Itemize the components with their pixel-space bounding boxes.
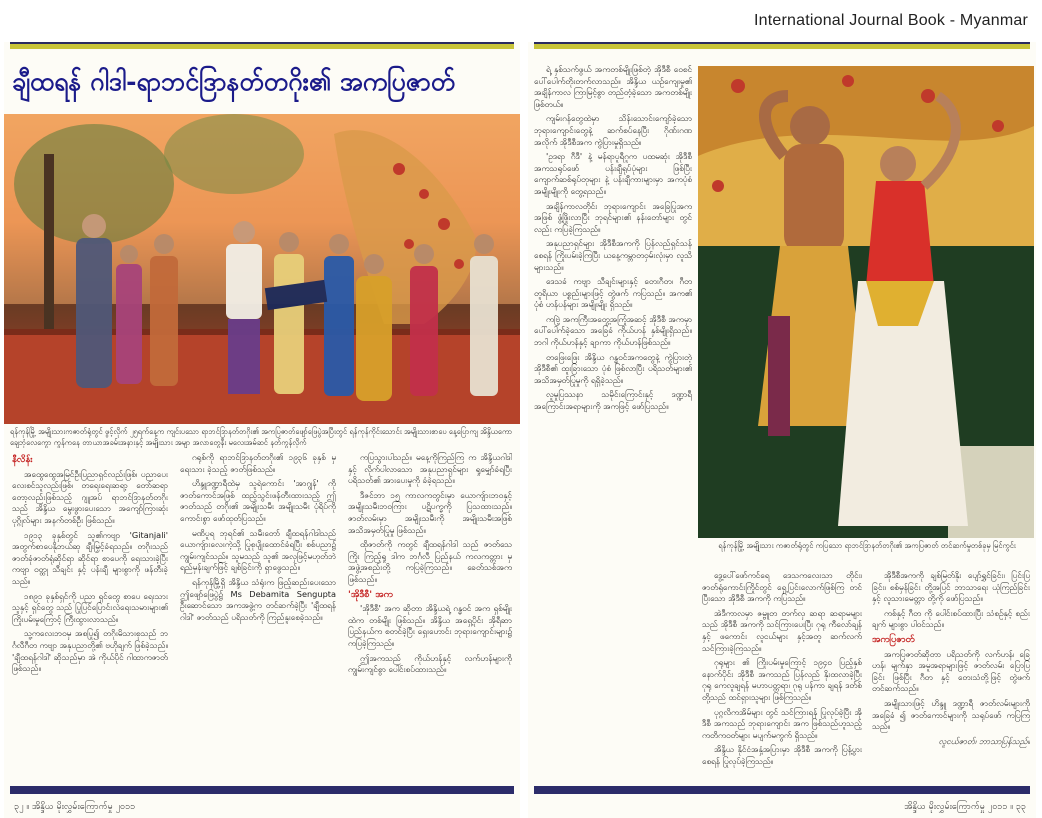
article-column-2 <box>702 570 862 794</box>
paragraph: လူမှုပြဿနာ သမိုင်းကြောင်းနှင့် ဒဏ္ဍာရီ အကြောင်းအရာများကို အကဖြင့် ဖော်ပြသည်။ <box>534 389 692 412</box>
paragraph: ကျမ်းဂန်တွေထဲမှာ သိန်းသောင်းကျော်ခဲ့သော ဘုရားကျောင်းတွေနဲ့ ဆက်စပ်နေပြီး ဂိုဏ်းဂဏ အလိုက် အိုဒီစီအက ကွဲပြားမှုရှိသည်။ <box>534 113 692 147</box>
left-page <box>4 42 520 818</box>
paragraph: ၁၈၉၁ ခုနှစ်ရှင်ကို ပညာ ရှင်တွေ စာပေ ရေးသားသူနှင့် ရှင်တွေ သည် ပြုပြင်ပြောင်းလဲရေးသမားများ၏ ကြိုးပမ်းမှုကြောင့် ကြီးထွားလာသည်။ <box>12 590 168 624</box>
right-page <box>528 42 1036 818</box>
bottom-rule <box>10 786 514 794</box>
award-ceremony-photo <box>4 114 520 424</box>
paragraph: ဤအကသည် ကိုယ်ဟန်နှင့် လက်ဟန်များကို ကျွမ်းကျင်စွာ ပေါင်းစပ်ထားသည်။ <box>348 652 512 675</box>
paragraph: အိုဒီစီအကကို ချစ်မြတ်နိုး ပျော်ရွှင်ခြင်း၊ ပြင်းပြခြင်း၊ စစ်မှန်ခြင်း တို့အပြင် ဘာသာရေး ယုံကြည်ခြင်းနှင့် လူသားမေတ္တာ တို့ကို ဖော်ပြသည်။ <box>872 570 1030 604</box>
paragraph: အမျိုးသားဖြင့် ဟိန္ဒူ ဒဏ္ဍာရီ ဇာတ်လမ်းများကို အခြေခံ ၍ ဇာတ်ကောင်များကို သရုပ်ဖော် ကပြကြသည်။ <box>872 697 1030 732</box>
paragraph: ၁၉၁၃ ခုနှစ်တွင် သူ၏ကဗျာ 'Gitanjali' အတွက်စာပေနိုဘယ်ဆု ချီးမြှင့်ခံရသည်။ တဂိုးသည်ဇာတ်ခုံဇာတ်ရုံဆိုင်ရာ ဆိုင်ရာ စာပေကို ရေးသားခဲ့ပြီး ကဗျာ ဝတ္ထု သီချင်း နှင့် ပန်းချီ များစွာကို ဖန်တီးခဲ့သည်။ <box>12 529 168 586</box>
section-heading: အကပြဇာတ် <box>872 633 915 645</box>
top-rule <box>10 42 514 49</box>
paragraph: အဲဒီကာလမှာ ဇမ္ဗူတ တက်လှ ဆရာ ဆရာမများ သည် အိုဒီစီ အကကို သင်ကြားပေးပြီး ဂုရု ကီလော်ချန်နှင့် ဖကောင်း လူငယ်များ နှင့်အတူ ဆက်လက် သင်ကြားခဲ့ကြသည်။ <box>702 607 862 653</box>
page-footer: အိန္ဒိယ မိုးလွှမ်းကြောက်မှု ၂၀၁၁ ။ ၃၃ <box>904 802 1026 812</box>
paragraph: အချိန်ကာလတိုင်း ဘုရားကျောင်း အခြေပြုအကအဖြစ် ဖွံ့ဖြိုးလာပြီး ဘုရင်များ၏ နန်းတော်များ တွင်လည်း ကပြခဲ့ကြသည်။ <box>534 200 692 234</box>
paragraph: ဒွေ့ပေါ်ဖော်ကင်ရေ ဒေသကလေးသာ တိုင်း၊ ဇာတ်ရုံကောင်းကြိုင်တွင် ရှေ့ပြင်းလောက်ဖြစ်ကြ တင်ပြီးသော အိုဒီစီ အကကို ကပြသည်။ <box>702 570 862 604</box>
page-footer: ၃၂ ။ အိန္ဒိယ မိုးလွှမ်းကြောက်မှု ၂၀၁၁ <box>14 802 136 812</box>
paragraph: ပုဂ္ဂလိကအိမ်များ တွင် သင်ကြားရန် ပြုလုပ်ခဲ့ပြီး အိုဒီစီ အကသည် ဘုရားကျောင်း အက ဖြစ်သည်ဟူသည့် ကတိကဝတ်များ မပျက်မကွက် ရှိသည်။ <box>702 706 862 740</box>
paragraph: ရန်ကုန်မြို့ရှိ အိန္ဒိယ သံရုံးက ဖြည့်ဆည်းပေးသော ဤဖျော်ဖြေပွဲ၌ Ms Debamita Sengupta ဦးဆောင်သော အကအဖွဲ့က တင်ဆက်ခဲ့ပြီး 'ချီထရန်ဂါဒါ' ဇာတ်သည် ပရိသတ်ကို ကြည်နူးစေခဲ့သည်။ <box>180 576 336 622</box>
paragraph: ဂုရုများ ၏ ကြိုးပမ်းမှုကြောင့် ၁၉၄၀ ပြည့်နှစ်နောက်ပိုင်း အိုဒီစီ အကသည် ပြန်လည် နိုးထလာခဲ့ပြီး ဂုရု ကေလူချရန် မဟာပတ္တရာ၊ ဂုရု ပန်ကာ ချရန် ဒတ်စ် တို့သည် ထင်ရှားသူများ ဖြစ်ကြသည်။ <box>702 657 862 702</box>
paragraph: မဏိပူရ ဘုရင်၏ သမီးတော် ချီထရန်ဂါဒါသည် ယောကျ်ားလေးကဲ့သို့ ပြုစုပျိုးထောင်ခံရပြီး စစ်ပညာ၌ ကျွမ်းကျင်သည်။ သူမသည် သူ၏ အလှဖြင့်မဟုတ်ဘဲ ရည်မှန်းချက်ဖြင့် ချစ်ခြင်းကို ရှာဖွေသည်။ <box>180 527 336 573</box>
photo-caption: ရန်ကုန်မြို့ အမျိုးသား ကဇာတ်ရုံတွင် ကပြသော ရာဘင်ဒြာနတ်တဂိုး၏ အကပြဇာတ် တင်ဆက်မှုတစ်ခုမှ မြင်ကွင်း <box>718 541 1016 550</box>
paragraph: ဒေသခံ ကဗျာ သီချင်းများနှင့် တေးဂီတ၊ ဂီတ တူရိယာ ပစ္စည်းများဖြင့် တွဲဖက် ကပြသည်။ အက၏ ပုံစံ ဟန်ပန်များ အမျိုးမျိုး ရှိသည်။ <box>534 276 692 310</box>
paragraph: ဂရုစ်ကို ရာဘင်ဒြာနတ်တဂိုး၏ ၁၉၃၆ ခုနှစ် မှ ရေးသား ခဲ့သည့် ဇာတ်ဖြစ်သည်။ <box>180 452 336 474</box>
article-column-3 <box>872 570 1030 794</box>
article-column-3 <box>348 452 512 782</box>
article-headline: ချီထရန် ဂါဒါ-ရာဘင်ဒြာနတ်တဂိုး၏ အကပြဇာတ် <box>12 67 456 96</box>
site-header <box>0 0 1042 42</box>
site-label: International Journal Book - Myanmar <box>754 12 1028 29</box>
paragraph: အထွေထွေအမြင်ဦးပြညာရှင်လည်းဖြစ်၊ ပညာပေးလေးစင်သူလည်းဖြစ်၊ တရေးရေးဆရာ့ တော်ဆရာတော့လည်းဖြစ်သည့် ဂျူအပ် ရာဘင်ဒြာနတ်တဂိုးသည် အိန္ဒိယ မွေးဖွားပေးသော အကျော်ကြားဆုံး ပုဂ္ဂိုလ်များ အနက်တစ်ဦး ဖြစ်သည်။ <box>12 468 168 525</box>
article-column-2 <box>180 452 336 782</box>
paragraph: 'ဥဒရာ ဂီဒီ' နဲ့ မန်ရာပူရီဂူက ပထမဆုံး အိုဒီစီ အကသရုပ်ဖော် ပန်းချီရုပ်ပုံများ ဖြစ်ပြီး ကျောက်ဆစ်ရုပ်တုများ နဲ့ ပန်းချီကားများမှာ အကပုံစံ အမျိုးမျိုးကို တွေ့ရသည်။ <box>534 151 692 196</box>
paragraph: အိန္ဒိယ နိုင်ငံအနှံ့အပြားမှာ အိုဒီစီ အကကို ပြန့်ပွားစေရန် ပြုလုပ်ခဲ့ကြသည်။ <box>702 744 862 766</box>
photo-caption: ရန်ကုန်မြို့ အမျိုးသားကဇာတ်ရုံတွင် ဖွင့်လိုက် ၂၅ရက်နေ့က ကျင်းပသော ရာဘင်ဒြာနတ်တဂိုး၏ အကပြဇာတ်ဖျော်ဖြေပွဲအပြီးတွင် ရန်ကုန်ကိုင်းသောင်း အမျိုးသားစာပေ နေ့ပြောကျ အိန္ဒိယကောချေဘုံလေကွော ကွန်ကနေ တာယာအခမ်းအနားနှင့် အမျိုးသား အမျာ အလာတွေနီး မလေးအမ်ဆင် နတ်ကွန်လိုက် <box>10 427 513 447</box>
bottom-rule <box>534 786 1030 794</box>
award-ceremony-illustration <box>4 114 520 424</box>
paragraph: ရဲ့ နှစ်သက်ဖွယ် အကတစ်မျိုးဖြစ်တဲ့ အိုဒီစီ ဝေစင် ပေါ်ပေါက်တိုးတက်လာသည်။ အိန္ဒိယ ယဉ်ကျေးမှု၏ အချိန်ကာလ ကြာမြင့်စွာ တည်တံ့ခဲ့သော အကတစ်မျိုး ဖြစ်တယ်။ <box>534 64 692 109</box>
paragraph: ထိုဇာတ်ကို ကတွင် ချီထရန်ဂါဒါ သည် ဇာတ်သေကြိုး ကြည့်ရှု ဒါက ဘင်္ဂလီ ပြည်နယ် ကလကတ္တား မှ အဖွဲ့အစည်းတို့ ကပြခဲ့ကြသည်။ ခေတ်သစ်အက ဖြစ်သည်။ <box>348 539 512 584</box>
article-column-1 <box>12 452 168 782</box>
author-byline: နီလိန်း <box>12 454 33 465</box>
paragraph: ကစ်နှင့် ဂီတ ကို ပေါင်းစပ်ထားပြီး သံစဉ်နှင့် စည်းချက် များစွာ ပါဝင်သည်။ <box>872 607 1030 630</box>
dancers-illustration <box>698 66 1034 538</box>
paragraph: ကပြသွားပါသည်။ မနေ့ကိုကြည်ကြ က အိန္ဒိယဂါဒါ နှင့် လိုက်ပါလာသော အနုပညာရှင်များ ရှုမျှော်ခံရပြီး ပရိသတ်၏ အားပေးမှုကို ခံခဲ့ရသည်။ <box>348 452 512 486</box>
paragraph: ကဗြဲ့ အကကြီးအတွေ့အကြုံအဆင့် အိုဒီစီ အကမှာ ပေါ်ပေါက်ခဲ့သော အခြေခံ ကိုယ်ဟန် နှစ်မျိုးရှိသည်။ ဘဂါ ကိုယ်ဟန်နှင့် ချာကာ ကိုယ်ဟန်ဖြစ်သည်။ <box>534 313 692 348</box>
paragraph: ဒီဇင်ဘာ ၁၅ ကာလကတွင်းမှာ ယောကျ်ားဘဝနှင့် အမျိုးသမီးဘဝကြား ပဋိပက္ခကို ပြသထားသည်။ ဇာတ်လမ်းမှာ အမျိုးသမီးကို အမျိုးသမီးအဖြစ် အသိအမှတ်ပြုမှု ဖြစ်သည်။ <box>348 489 512 535</box>
top-rule <box>534 42 1030 49</box>
paragraph: အနုပညာရှင်များ အိုဒီစီအကကို ပြန်လည်ရှင်သန်စေရန် ကြိုးပမ်းခဲ့ကြပြီး ယနေ့ကမ္ဘာတဝှမ်းလုံးမှာ လူသိများသည်။ <box>534 238 692 272</box>
signature: လူငယ်ဇာတ်၊ ဘာသာပြန်သည်။ <box>938 735 1030 746</box>
section-heading: 'အိုဒီစီ' အက <box>348 588 393 600</box>
paragraph: အကပြဇာတ်ဆိုတာ ပရိသတ်ကို လက်ဟန်၊ ခြေဟန်၊ မျက်နှာ အမူအရာများဖြင့် ဇာတ်လမ်း ပြောပြခြင်း ဖြစ်ပြီး ဂီတ နှင့် တေးသံတို့ဖြင့် တွဲဖက် တင်ဆက်သည်။ <box>872 648 1030 694</box>
paragraph: တဖြေးဖြေး အိန္ဒိယ ဂန္ဓဝင်အကတွေနဲ့ ကွဲပြားတဲ့ အိုဒီစီ၏ ထူးခြားသော ပုံစံ ဖြစ်လာပြီး ပရိသတ်များ၏ အသိအမှတ်ပြုမှုကို ရရှိခဲ့သည်။ <box>534 351 692 385</box>
article-column-1 <box>534 64 692 794</box>
paragraph: 'အိုဒီစီ' အက ဆိုတာ အိန္ဒိယရဲ့ ဂန္ဓဝင် အက ရှစ်မျိုးထဲက တစ်မျိုး ဖြစ်သည်။ အိန္ဒိယ အရှေ့ပိုင်း အိုရီဆာ ပြည်နယ်က စတင်ခဲ့ပြီး ရှေးဟောင်း ဘုရားကျောင်းများ၌ ကပြခဲ့ကြသည်။ <box>348 603 512 648</box>
paragraph: ဟိန္ဒူဒဏ္ဍာရီထဲမှ သူရဲကောင်း 'အာဂျွန်' ကို ဇာတ်ကောင်အဖြစ် ထည့်သွင်းဖန်တီးထားသည့် ဤဇာတ်သည် တဂိုး၏ အမျိုးသမီး အမျိုးသမီး ပုံရိပ်ကို ကောင်းစွာ ဖော်ထုတ်ပြသည်။ <box>180 478 336 523</box>
dance-performance-photo <box>698 66 1034 538</box>
paragraph: သူ့ကလေးဘဝမှ အစပြု၍ တဂိုးမိသားစုသည် ဘင်္ဂလီဂီတ ကဗျာ အနုပညာတို့၏ ဗဟိုချက် ဖြစ်ခဲ့သည်။ 'ချီထရန်ဂါဒါ' ဆိုသည်မှာ အဲ ကိုယ်ပိုင် ဂါထာကဇာတ် ဖြစ်သည်။ <box>12 628 168 674</box>
